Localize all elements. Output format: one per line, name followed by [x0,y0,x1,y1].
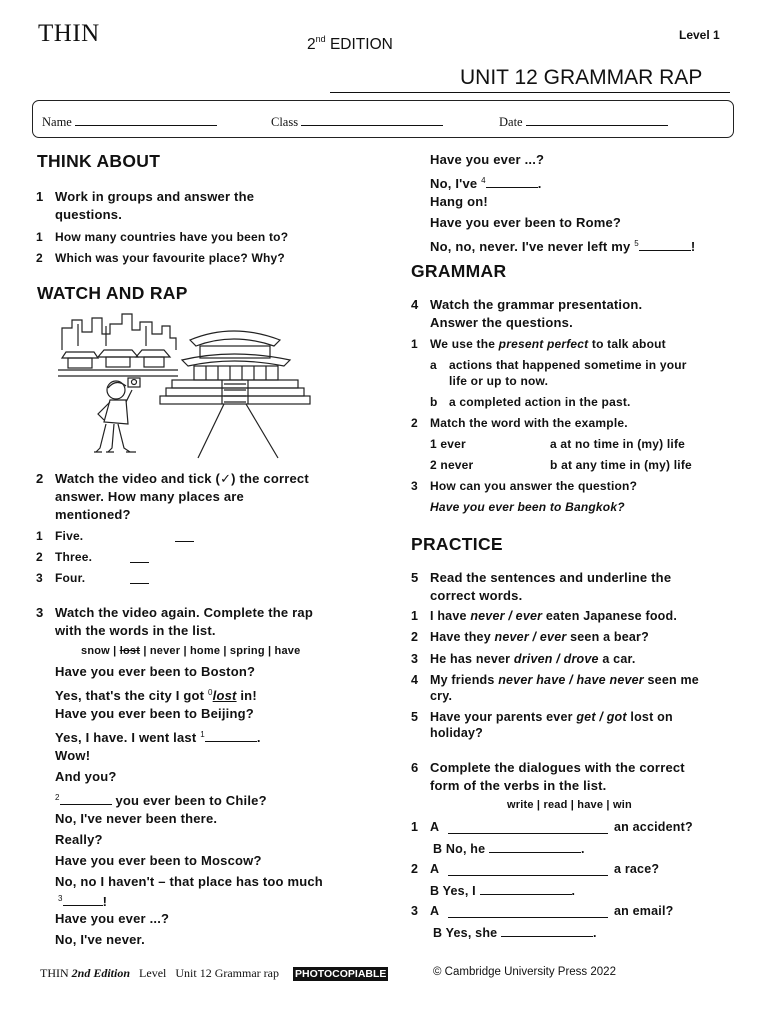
rap-line-5: Wow! [55,748,91,763]
match-definition: b at any time in (my) life [550,458,692,472]
exercise-number: 6 [411,760,419,775]
edition-ordinal: nd [315,34,326,44]
rap-line-8: No, I've never been there. [55,811,218,826]
period: . [580,842,585,856]
text-part: seen me [643,673,699,687]
question-text: Which was your favourite place? Why? [55,251,285,265]
rap-text: . [537,176,542,191]
name-blank [75,113,217,126]
exercise-5-instruction [411,569,761,605]
grammar-question-2 [411,415,761,432]
dialogue-2-question [411,861,761,878]
rap-text: ! [690,239,696,254]
rap-text: you ever been to Chile? [111,793,267,808]
practice-sentence-2 [411,629,761,646]
option-letter: a [430,358,437,372]
text-part: We use the [430,337,499,351]
word-choice[interactable]: never / ever [470,609,543,623]
sentence-text [430,672,699,689]
word-list-rest: | never | home | spring | have [140,645,301,657]
exercise-3-instruction [36,604,396,640]
think-task [36,188,396,224]
grammar-question-3 [411,478,761,495]
word-choice[interactable]: driven / drove [513,652,599,666]
question-number: 2 [411,416,418,430]
speaker-b: B Yes, I [430,884,476,898]
tick-blank[interactable] [130,583,149,584]
think-about-heading: THINK ABOUT [37,151,161,171]
rap-line-3: Have you ever been to Beijing? [55,706,254,721]
match-word: 1 ever [430,437,466,451]
dialogue-2-answer [430,882,760,899]
gap-number: 4 [481,176,486,185]
word-list-example: lost [119,645,141,657]
instruction-line1: Read the sentences and underline the [430,570,672,585]
dialogue-3-answer [433,924,763,941]
tick-blank[interactable] [130,562,149,563]
speaker-a: A [430,820,440,834]
exercise-2-instruction [36,470,396,524]
instruction-line1: Watch the video again. Complete the rap [55,605,313,620]
class-field[interactable] [271,113,443,130]
option-text: Five. [55,529,84,543]
gap-number: 2 [55,793,60,802]
text-part: a car. [598,652,636,666]
grammar-example-question: Have you ever been to Bangkok? [430,500,625,514]
level-label: Level 1 [679,28,720,42]
practice-sentence-4 [411,672,761,706]
text-part: I have [430,609,471,623]
practice-heading: PRACTICE [411,534,503,554]
sentence-text [430,651,636,668]
name-field[interactable] [42,113,217,130]
option-text: Three. [55,550,93,564]
dialogue-1-question [411,819,761,836]
period: . [593,926,597,940]
practice-sentence-3 [411,651,761,668]
period: . [571,884,576,898]
footer-credits [40,966,279,981]
dialogue-text: a race? [614,862,660,876]
unit-title: UNIT 12 GRAMMAR RAP [460,66,703,89]
think-task-line2: questions. [55,207,123,222]
rap-text: No, I've [430,176,482,191]
instruction-line2: answer. How many places are [55,489,244,504]
rap-line-9: Really? [55,832,103,847]
rap-continued-line-2 [430,172,542,192]
text-part: lost on [626,710,673,724]
tick-blank[interactable] [175,541,194,542]
grammar-option-a [430,357,765,391]
example-answer: lost [212,688,237,703]
gap-number: 5 [634,239,639,248]
instruction-line1: Watch the video and tick (✓) the correct [55,471,309,486]
gap-number: 1 [200,730,205,739]
instruction-line3: mentioned? [55,507,131,522]
rap-continued-line-3: Hang on! [430,194,488,209]
question-text: How can you answer the question? [430,479,638,493]
instruction-line1: Watch the grammar presentation. [430,297,643,312]
dialogue-number: 3 [411,904,419,918]
edition-word: EDITION [329,36,393,53]
class-label: Class [271,115,299,129]
think-task-number: 1 [36,189,44,204]
rap-line-14: No, I've never. [55,932,145,947]
rap-text: ! [102,894,108,909]
rap-line-7 [55,789,267,809]
speaker-a: A [430,862,440,876]
sentence-line2: cry. [430,689,453,703]
option-line2: life or up to now. [449,374,549,388]
match-row-1 [430,436,760,453]
logo: THIN [38,20,100,47]
rap-continued-line-1: Have you ever ...? [430,152,545,167]
sentence-text [430,709,673,726]
exercise-number: 2 [36,471,44,486]
dialogue-2-a-blank[interactable] [448,863,608,876]
footer-unit: Unit 12 Grammar rap [175,966,279,980]
exercise-number: 4 [411,297,419,312]
copyright: © Cambridge University Press 2022 [433,966,616,978]
grammar-question-1 [411,336,761,353]
question-text [430,336,666,353]
sentence-line2: holiday? [430,726,483,740]
dialogue-3-question [411,903,761,920]
option-text: Four. [55,571,86,585]
option-number: 1 [36,529,43,543]
grammar-heading: GRAMMAR [411,261,507,281]
dialogue-number: 2 [411,862,419,876]
option-line1: actions that happened sometime in your [449,358,687,372]
verb-word-list: write | read | have | win [507,799,632,811]
sentence-number: 4 [411,673,419,687]
dialogue-number: 1 [411,820,419,834]
question-number: 1 [36,230,43,244]
rap-line-1: Have you ever been to Boston? [55,664,256,679]
sentence-number: 1 [411,609,419,623]
dialogue-1-a-blank[interactable] [448,821,608,834]
speaker-b: B Yes, she [433,926,498,940]
date-field[interactable] [499,113,668,130]
rap-line-11: No, no I haven't – that place has too much [55,874,323,889]
instruction-line2: with the words in the list. [55,623,216,638]
gap-4-blank[interactable] [486,175,538,188]
gap-2-blank[interactable] [60,792,112,805]
text-part: Have your parents ever [430,710,577,724]
rap-continued-line-5 [430,235,695,255]
instruction-line2: form of the verbs in the list. [430,778,607,793]
dialogue-1-answer [433,840,763,857]
text-part: eaten Japanese food. [542,609,678,623]
option-number: 3 [36,571,43,585]
practice-sentence-5 [411,709,761,743]
gap-5-blank[interactable] [639,238,691,251]
dialogue-3-b-blank[interactable] [501,924,593,937]
think-question-2 [36,250,396,267]
sentence-text [430,629,649,646]
photocopiable-badge: PHOTOCOPIABLE [295,968,387,980]
text-part: seen a bear? [566,630,649,644]
rap-line-10: Have you ever been to Moscow? [55,853,262,868]
text-part: My friends [430,673,499,687]
gap-number: 3 [58,894,63,903]
question-number: 2 [36,251,43,265]
rap-line-13: Have you ever ...? [55,911,170,926]
rap-text: No, no, never. I've never left my [430,239,635,254]
rap-line-4 [55,726,261,746]
practice-sentence-1 [411,608,761,625]
question-text: How many countries have you been to? [55,230,289,244]
match-definition: a at no time in (my) life [550,437,686,451]
option-text: a completed action in the past. [449,395,631,409]
title-rule [330,92,730,93]
dialogue-2-b-blank[interactable] [480,882,572,895]
think-task-line1: Work in groups and answer the [55,189,255,204]
match-row-2 [430,457,760,474]
text-part: Have they [430,630,495,644]
speaker-a: A [430,904,440,918]
exercise-number: 5 [411,570,419,585]
answer-option-four[interactable] [36,570,236,587]
instruction-line2: Answer the questions. [430,315,573,330]
sentence-number: 5 [411,710,419,724]
option-letter: b [430,395,438,409]
rap-text: in! [236,688,257,703]
instruction-line1: Complete the dialogues with the correct [430,760,685,775]
date-label: Date [499,115,523,129]
rap-text: Yes, I have. I went last [55,730,201,745]
gap-number: 0 [207,688,213,697]
text-part-italic: present perfect [498,337,589,351]
rap-text: Yes, that's the city I got [55,688,208,703]
footer-edition: 2nd Edition [71,966,131,980]
exercise-6-instruction [411,759,761,795]
rap-word-list [81,643,300,659]
tourist-palace-illustration [48,310,313,460]
rap-line-2 [55,684,257,704]
class-blank [301,113,443,126]
word-choice[interactable]: never have / have never [498,673,644,687]
think-question-1 [36,229,396,246]
rap-line-12 [55,890,107,910]
sentence-number: 3 [411,652,419,666]
answer-option-five[interactable] [36,528,236,545]
gap-1-blank[interactable] [205,729,257,742]
word-choice[interactable]: get / got [576,710,627,724]
instruction-line2: correct words. [430,588,523,603]
footer-level: Level [139,966,167,980]
speaker-b: B No, he [433,842,486,856]
edition-label [307,34,393,54]
text-part: to talk about [588,337,666,351]
question-number: 1 [411,337,418,351]
name-label: Name [42,115,72,129]
question-text: Match the word with the example. [430,416,628,430]
dialogue-text: an email? [614,904,674,918]
gap-3-blank[interactable] [63,893,103,906]
dialogue-text: an accident? [614,820,693,834]
word-list-start: snow | [81,645,120,657]
text-part: He has never [430,652,514,666]
footer-brand: THIN [40,966,69,980]
rap-continued-line-4: Have you ever been to Rome? [430,215,622,230]
sentence-text [430,608,677,625]
answer-option-three[interactable] [36,549,236,566]
question-number: 3 [411,479,418,493]
date-blank [526,113,668,126]
rap-line-6: And you? [55,769,117,784]
edition-number: 2 [307,36,316,53]
match-word: 2 never [430,458,474,472]
exercise-4-instruction [411,296,761,332]
dialogue-3-a-blank[interactable] [448,905,608,918]
word-choice[interactable]: never / ever [494,630,567,644]
exercise-number: 3 [36,605,44,620]
rap-text: . [256,730,261,745]
option-number: 2 [36,550,43,564]
sentence-number: 2 [411,630,419,644]
dialogue-1-b-blank[interactable] [489,840,581,853]
watch-and-rap-heading: WATCH AND RAP [37,283,188,303]
grammar-option-b [430,394,765,411]
